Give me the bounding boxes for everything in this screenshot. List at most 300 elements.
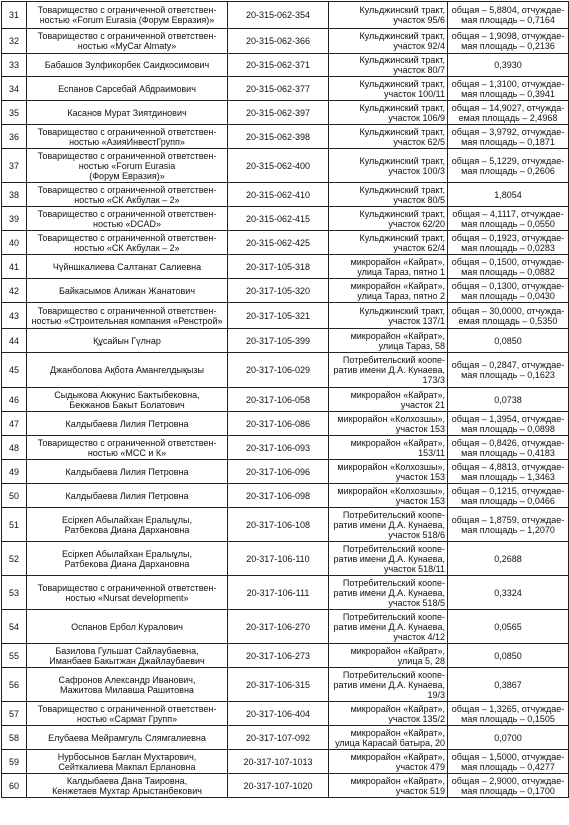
owner-name-cell-line: Сафронов Александр Иванович, <box>58 674 196 685</box>
owner-name-cell-line: Калдыбаева Дана Таировна, <box>66 775 188 786</box>
owner-name-cell <box>27 101 228 125</box>
owner-name-cell-line: Товарищество с ограниченной ответствен- <box>37 31 217 41</box>
owner-name-cell-line: Кенжетаев Мухтар Арыстанбекович <box>52 785 202 796</box>
address-cell <box>329 668 448 702</box>
address-cell-line: Потребительский коопе- <box>342 611 445 622</box>
area-cell <box>448 750 569 774</box>
row-number-cell: 49 <box>2 460 27 484</box>
area-cell-line: мая площадь – 0,2136 <box>461 41 555 51</box>
table-row <box>2 412 569 436</box>
table-row <box>2 436 569 460</box>
address-cell <box>329 436 448 460</box>
owner-name-cell-line: Калдыбаева Лилия Петровна <box>65 466 189 477</box>
area-cell <box>448 774 569 798</box>
address-cell-line: ратив имени Д.А. Кунаева, <box>333 519 445 530</box>
area-cell-line: мая площадь – 0,0882 <box>461 266 555 277</box>
address-cell-line: 153/11 <box>418 447 445 458</box>
cadastral-number-cell: 20-317-106-029 <box>228 353 329 388</box>
area-cell-line: общая – 0,1215, отчуждае- <box>451 485 565 496</box>
area-cell-line: мая площадь – 0,1623 <box>461 370 555 380</box>
owner-name-cell-line: Товарищество с ограниченной ответствен- <box>37 208 217 219</box>
address-cell <box>329 702 448 726</box>
address-cell-line: 19/3 <box>427 689 445 700</box>
land-registry-table <box>1 1 569 798</box>
cadastral-number-cell: 20-317-107-1013 <box>228 750 329 774</box>
table-row <box>2 668 569 702</box>
owner-name-cell-line: ностью «MyCar Almaty» <box>77 41 177 51</box>
row-number-cell: 60 <box>2 774 27 798</box>
address-cell-line: микрорайон «Колхозшы», <box>337 485 445 496</box>
cadastral-number-cell: 20-317-106-096 <box>228 460 329 484</box>
area-cell <box>448 436 569 460</box>
cadastral-number-cell: 20-317-106-111 <box>228 576 329 610</box>
area-cell-line: мая площадь – 0,4277 <box>461 761 555 772</box>
cadastral-number-cell: 20-317-106-404 <box>228 702 329 726</box>
area-cell-line: мая площадь – 0,0430 <box>461 290 555 301</box>
area-cell-line: общая – 5,8804, отчуждае- <box>451 5 565 15</box>
owner-name-cell-line: ностью «Forum Eurasia <box>78 160 176 171</box>
area-cell-line: 0,2688 <box>494 553 522 564</box>
owner-name-cell-line: Товарищество с ограниченной ответствен- <box>37 126 217 137</box>
row-number-cell: 37 <box>2 149 27 183</box>
owner-name-cell-line: ностью «Nursat development» <box>65 592 189 603</box>
address-cell-line: участок 80/7 <box>393 65 445 75</box>
area-cell <box>448 279 569 303</box>
table-row <box>2 125 569 149</box>
owner-name-cell <box>27 576 228 610</box>
row-number-cell: 45 <box>2 353 27 388</box>
owner-name-cell <box>27 255 228 279</box>
address-cell-line: участок 62/5 <box>393 136 445 147</box>
area-cell <box>448 54 569 77</box>
owner-name-cell-line: Калдыбаева Лилия Петровна <box>65 490 189 501</box>
owner-name-cell-line: Есіркеп Абылайхан Ералыұлы, <box>61 548 193 559</box>
address-cell-line: улица Тараз, 58 <box>378 340 445 351</box>
area-cell <box>448 29 569 54</box>
row-number-cell: 54 <box>2 610 27 644</box>
table-row <box>2 303 569 329</box>
row-number-cell: 39 <box>2 207 27 231</box>
area-cell-line: общая – 1,5000, отчуждае- <box>451 751 565 762</box>
owner-name-cell <box>27 774 228 798</box>
address-cell-line: участок 153 <box>395 423 445 434</box>
address-cell <box>329 484 448 508</box>
owner-name-cell <box>27 125 228 149</box>
owner-name-cell-line: Бекжанов Бакыт Болатович <box>69 399 185 410</box>
address-cell <box>329 750 448 774</box>
table-row <box>2 644 569 668</box>
owner-name-cell-line: Джанболова Ақбота Амангелдықызы <box>50 365 204 375</box>
address-cell-line: микрорайон «Колхозшы», <box>337 461 445 472</box>
address-cell <box>329 77 448 101</box>
address-cell-line: участок 106/9 <box>388 112 445 123</box>
address-cell-line: Кульджинский тракт, <box>359 208 445 219</box>
area-cell-line: общая – 5,1229, отчуждае- <box>451 155 565 166</box>
area-cell <box>448 207 569 231</box>
cadastral-number-cell: 20-315-062-354 <box>228 2 329 29</box>
cadastral-number-cell: 20-315-062-397 <box>228 101 329 125</box>
area-cell-line: мая площадь – 1,2070 <box>461 524 555 535</box>
area-cell <box>448 255 569 279</box>
address-cell-line: Кульджинский тракт, <box>359 5 445 15</box>
area-cell <box>448 329 569 353</box>
area-cell <box>448 149 569 183</box>
address-cell-line: Потребительский коопе- <box>342 577 445 588</box>
owner-name-cell <box>27 149 228 183</box>
owner-name-cell-line: Есіркеп Абылайхан Ералыұлы, <box>61 514 193 525</box>
cadastral-number-cell: 20-315-062-400 <box>228 149 329 183</box>
owner-name-cell <box>27 54 228 77</box>
table-row <box>2 2 569 29</box>
area-cell-line: 0,3324 <box>494 587 522 598</box>
row-number-cell: 53 <box>2 576 27 610</box>
owner-name-cell <box>27 412 228 436</box>
address-cell-line: микрорайон «Кайрат», <box>350 437 445 448</box>
area-cell <box>448 610 569 644</box>
address-cell-line: Кульджинский тракт, <box>359 102 445 113</box>
owner-name-cell-line: Касанов Мурат Зиятдинович <box>67 107 187 118</box>
table-row <box>2 231 569 255</box>
owner-name-cell-line: Мажитова Милавша Рашитовна <box>60 684 194 695</box>
owner-name-cell-line: Товарищество с ограниченной ответствен- <box>37 305 217 316</box>
owner-name-cell-line: Еспанов Сарсебай Абдраимович <box>58 83 196 94</box>
area-cell-line: мая площадь – 0,0283 <box>461 242 555 253</box>
owner-name-cell <box>27 279 228 303</box>
area-cell-line: мая площадь – 0,0550 <box>461 218 555 229</box>
cadastral-number-cell: 20-317-106-315 <box>228 668 329 702</box>
area-cell <box>448 183 569 207</box>
address-cell-line: Кульджинский тракт, <box>359 126 445 137</box>
table-row <box>2 183 569 207</box>
area-cell-line: общая – 4,8813, отчуждае- <box>451 461 565 472</box>
area-cell-line: 0,0565 <box>494 621 522 632</box>
owner-name-cell-line: Товарищество с ограниченной ответствен- <box>37 150 217 161</box>
area-cell <box>448 303 569 329</box>
owner-name-cell-line: Бабашов Зулфикорбек Саидкосимович <box>44 60 210 70</box>
address-cell <box>329 255 448 279</box>
area-cell-line: общая – 1,9098, отчуждае- <box>451 31 565 41</box>
owner-name-cell-line: ностью «МСС и К» <box>87 447 167 458</box>
area-cell <box>448 726 569 750</box>
cadastral-number-cell: 20-317-106-093 <box>228 436 329 460</box>
table-row <box>2 508 569 542</box>
address-cell <box>329 774 448 798</box>
table-row <box>2 750 569 774</box>
table-row <box>2 149 569 183</box>
owner-name-cell <box>27 231 228 255</box>
owner-name-cell <box>27 702 228 726</box>
owner-name-cell-line: Иманбаев Бакытжан Джайлаубаевич <box>49 655 205 666</box>
area-cell-line: общая – 0,1500, отчуждае- <box>451 256 565 267</box>
cadastral-number-cell: 20-317-106-110 <box>228 542 329 576</box>
owner-name-cell <box>27 460 228 484</box>
cadastral-number-cell: 20-317-105-321 <box>228 303 329 329</box>
area-cell <box>448 576 569 610</box>
area-cell-line: общая – 0,1300, отчуждае- <box>451 280 565 291</box>
address-cell-line: участок 100/3 <box>388 165 445 176</box>
area-cell-line: мая площадь – 0,1700 <box>461 785 555 796</box>
owner-name-cell-line: Сыдыкова Акжунис Бактыбековна, <box>54 389 200 400</box>
row-number-cell: 59 <box>2 750 27 774</box>
land-registry-body <box>2 2 569 798</box>
address-cell-line: участок 137/1 <box>388 315 445 326</box>
area-cell-line: 0,3930 <box>494 60 522 70</box>
row-number-cell: 47 <box>2 412 27 436</box>
address-cell-line: участок 80/5 <box>393 194 445 205</box>
table-row <box>2 702 569 726</box>
cadastral-number-cell: 20-317-106-270 <box>228 610 329 644</box>
area-cell-line: общая – 2,9000, отчуждае- <box>451 775 565 786</box>
owner-name-cell <box>27 329 228 353</box>
address-cell <box>329 207 448 231</box>
area-cell-line: общая – 1,8759, отчуждае- <box>451 514 565 525</box>
row-number-cell: 41 <box>2 255 27 279</box>
address-cell <box>329 388 448 412</box>
address-cell-line: Кульджинский тракт, <box>359 55 445 65</box>
address-cell-line: Потребительский коопе- <box>342 543 445 554</box>
table-row <box>2 542 569 576</box>
area-cell-line: общая – 30,0000, отчужда- <box>451 305 565 316</box>
owner-name-cell-line: ностью «Строительная компания «Ренстрой» <box>31 315 223 326</box>
row-number-cell: 31 <box>2 2 27 29</box>
owner-name-cell-line: Чүйншкалиева Салтанат Салиевна <box>52 261 202 272</box>
address-cell-line: Потребительский коопе- <box>342 355 445 365</box>
table-row <box>2 207 569 231</box>
owner-name-cell <box>27 77 228 101</box>
cadastral-number-cell: 20-317-107-1020 <box>228 774 329 798</box>
row-number-cell: 38 <box>2 183 27 207</box>
row-number-cell: 46 <box>2 388 27 412</box>
address-cell-line: Кульджинский тракт, <box>359 184 445 195</box>
area-cell <box>448 460 569 484</box>
row-number-cell: 52 <box>2 542 27 576</box>
address-cell-line: микрорайон «Кайрат», <box>350 775 445 786</box>
owner-name-cell-line: Товарищество с ограниченной ответствен- <box>37 437 217 448</box>
area-cell-line: емая площадь – 0,5350 <box>458 315 558 326</box>
address-cell-line: Кульджинский тракт, <box>359 78 445 89</box>
address-cell <box>329 542 448 576</box>
address-cell-line: Потребительский коопе- <box>342 509 445 520</box>
area-cell-line: мая площадь – 0,4183 <box>461 447 555 458</box>
owner-name-cell-line: Товарищество с ограниченной ответствен- <box>37 184 217 195</box>
address-cell <box>329 576 448 610</box>
owner-name-cell-line: Товарищество с ограниченной ответствен- <box>37 232 217 243</box>
address-cell-line: участок 4/12 <box>393 631 445 642</box>
address-cell-line: улица Тараз, пятно 1 <box>357 266 445 277</box>
owner-name-cell-line: Елубаева Мейрамгуль Слямгалиевна <box>48 732 206 743</box>
address-cell-line: участок 518/5 <box>388 597 445 608</box>
cadastral-number-cell: 20-315-062-398 <box>228 125 329 149</box>
area-cell-line: общая – 1,3265, отчуждае- <box>451 703 565 714</box>
area-cell-line: общая – 0,2847, отчуждае- <box>451 360 565 370</box>
address-cell <box>329 231 448 255</box>
address-cell-line: ратив имени Д.А. Кунаева, <box>333 587 445 598</box>
address-cell-line: участок 100/11 <box>383 88 445 99</box>
address-cell-line: микрорайон «Кайрат», <box>350 280 445 291</box>
area-cell <box>448 702 569 726</box>
address-cell-line: улица Тараз, пятно 2 <box>357 290 445 301</box>
address-cell-line: ратив имени Д.А. Кунаева, <box>333 621 445 632</box>
address-cell-line: улица Карасай батыра, 20 <box>335 737 445 748</box>
address-cell <box>329 2 448 29</box>
area-cell <box>448 77 569 101</box>
address-cell <box>329 29 448 54</box>
owner-name-cell <box>27 183 228 207</box>
address-cell-line: микрорайон «Кайрат», <box>350 645 445 656</box>
owner-name-cell-line: ностью «СК Акбулак – 2» <box>74 242 180 253</box>
address-cell-line: Кульджинский тракт, <box>359 31 445 41</box>
row-number-cell: 33 <box>2 54 27 77</box>
area-cell-line: мая площадь – 0,0466 <box>461 495 555 506</box>
owner-name-cell <box>27 2 228 29</box>
address-cell-line: Кульджинский тракт, <box>359 155 445 166</box>
cadastral-number-cell: 20-317-106-108 <box>228 508 329 542</box>
address-cell-line: участок 62/20 <box>388 218 445 229</box>
address-cell-line: участок 518/6 <box>388 529 445 540</box>
area-cell-line: 0,0738 <box>494 394 522 405</box>
area-cell-line: общая – 0,1923, отчуждае- <box>451 232 565 243</box>
address-cell-line: участок 479 <box>395 761 445 772</box>
table-row <box>2 101 569 125</box>
address-cell <box>329 303 448 329</box>
cadastral-number-cell: 20-317-107-092 <box>228 726 329 750</box>
row-number-cell: 55 <box>2 644 27 668</box>
address-cell <box>329 149 448 183</box>
row-number-cell: 32 <box>2 29 27 54</box>
owner-name-cell <box>27 29 228 54</box>
owner-name-cell-line: Базилова Гульшат Сайлаубаевна, <box>55 645 199 656</box>
cadastral-number-cell: 20-317-105-318 <box>228 255 329 279</box>
cadastral-number-cell: 20-317-106-098 <box>228 484 329 508</box>
owner-name-cell <box>27 388 228 412</box>
address-cell <box>329 610 448 644</box>
area-cell-line: 0,0850 <box>494 650 522 661</box>
address-cell <box>329 460 448 484</box>
table-row <box>2 484 569 508</box>
cadastral-number-cell: 20-315-062-371 <box>228 54 329 77</box>
table-row <box>2 77 569 101</box>
owner-name-cell <box>27 750 228 774</box>
cadastral-number-cell: 20-315-062-415 <box>228 207 329 231</box>
area-cell-line: 0,0850 <box>494 335 522 346</box>
cadastral-number-cell: 20-315-062-366 <box>228 29 329 54</box>
address-cell <box>329 279 448 303</box>
address-cell-line: микрорайон «Колхозшы», <box>337 413 445 424</box>
area-cell <box>448 412 569 436</box>
area-cell-line: 0,0700 <box>494 732 522 743</box>
owner-name-cell <box>27 353 228 388</box>
table-row <box>2 54 569 77</box>
address-cell-line: участок 21 <box>400 399 445 410</box>
table-row <box>2 460 569 484</box>
owner-name-cell <box>27 436 228 460</box>
table-row <box>2 255 569 279</box>
address-cell-line: 173/3 <box>422 375 445 385</box>
owner-name-cell-line: ностью «Forum Eurasia (Форум Евразия)» <box>39 15 215 25</box>
area-cell-line: мая площадь – 0,2606 <box>461 165 555 176</box>
address-cell-line: Потребительский коопе- <box>342 669 445 680</box>
owner-name-cell-line: Сейткалиева Макпал Ерлановна <box>58 761 196 772</box>
table-row <box>2 353 569 388</box>
address-cell-line: улица 5, 28 <box>397 655 445 666</box>
row-number-cell: 35 <box>2 101 27 125</box>
address-cell <box>329 353 448 388</box>
area-cell <box>448 484 569 508</box>
address-cell-line: микрорайон «Кайрат», <box>350 389 445 400</box>
area-cell <box>448 231 569 255</box>
owner-name-cell-line: (Форум Евразия)» <box>89 170 165 181</box>
owner-name-cell-line: Нурбосынов Баглан Мухтарович, <box>57 751 197 762</box>
row-number-cell: 40 <box>2 231 27 255</box>
address-cell-line: микрорайон «Кайрат», <box>350 727 445 738</box>
owner-name-cell <box>27 508 228 542</box>
address-cell-line: микрорайон «Кайрат», <box>350 330 445 341</box>
area-cell-line: мая площадь – 0,3941 <box>461 88 555 99</box>
row-number-cell: 48 <box>2 436 27 460</box>
address-cell-line: Кульджинский тракт, <box>359 232 445 243</box>
area-cell-line: емая площадь – 2,4968 <box>458 112 558 123</box>
cadastral-number-cell: 20-317-105-320 <box>228 279 329 303</box>
area-cell <box>448 353 569 388</box>
address-cell <box>329 54 448 77</box>
area-cell-line: общая – 0,8426, отчуждае- <box>451 437 565 448</box>
address-cell <box>329 644 448 668</box>
address-cell <box>329 726 448 750</box>
cadastral-number-cell: 20-317-106-086 <box>228 412 329 436</box>
area-cell-line: общая – 1,3954, отчуждае- <box>451 413 565 424</box>
area-cell-line: общая – 4,1117, отчуждае- <box>452 208 564 219</box>
area-cell-line: общая – 14,9027, отчужда- <box>451 102 565 113</box>
area-cell <box>448 542 569 576</box>
address-cell-line: микрорайон «Кайрат», <box>350 751 445 762</box>
area-cell <box>448 644 569 668</box>
row-number-cell: 43 <box>2 303 27 329</box>
owner-name-cell-line: ностью «Сармат Групп» <box>76 713 178 724</box>
owner-name-cell <box>27 484 228 508</box>
row-number-cell: 57 <box>2 702 27 726</box>
cadastral-number-cell: 20-317-106-273 <box>228 644 329 668</box>
owner-name-cell <box>27 542 228 576</box>
address-cell-line: ратив имени Д.А. Кунаева, <box>333 679 445 690</box>
row-number-cell: 50 <box>2 484 27 508</box>
address-cell-line: участок 153 <box>395 471 445 482</box>
owner-name-cell-line: Құсайын Гүлнар <box>93 335 161 346</box>
address-cell-line: участок 519 <box>395 785 445 796</box>
area-cell-line: 0,3867 <box>494 679 522 690</box>
area-cell <box>448 125 569 149</box>
area-cell-line: мая площадь – 1,3463 <box>461 471 555 482</box>
row-number-cell: 36 <box>2 125 27 149</box>
owner-name-cell <box>27 726 228 750</box>
owner-name-cell-line: ностью «DCAD» <box>92 218 162 229</box>
area-cell <box>448 668 569 702</box>
address-cell <box>329 183 448 207</box>
owner-name-cell-line: Товарищество с ограниченной ответствен- <box>37 703 217 714</box>
owner-name-cell-line: Товарищество с ограниченной ответствен- <box>37 582 217 593</box>
area-cell <box>448 2 569 29</box>
owner-name-cell-line: Ратбекова Диана Дархановна <box>64 558 190 569</box>
area-cell-line: мая площадь – 0,1871 <box>461 136 555 147</box>
owner-name-cell-line: Ратбекова Диана Дархановна <box>64 524 190 535</box>
owner-name-cell-line: Калдыбаева Лилия Петровна <box>65 418 189 429</box>
address-cell <box>329 101 448 125</box>
address-cell-line: ратив имени Д.А. Кунаева, <box>333 365 445 375</box>
row-number-cell: 56 <box>2 668 27 702</box>
owner-name-cell-line: Оспанов Ербол Куралович <box>71 621 183 632</box>
address-cell-line: микрорайон «Кайрат», <box>350 703 445 714</box>
cadastral-number-cell: 20-317-106-058 <box>228 388 329 412</box>
address-cell <box>329 508 448 542</box>
